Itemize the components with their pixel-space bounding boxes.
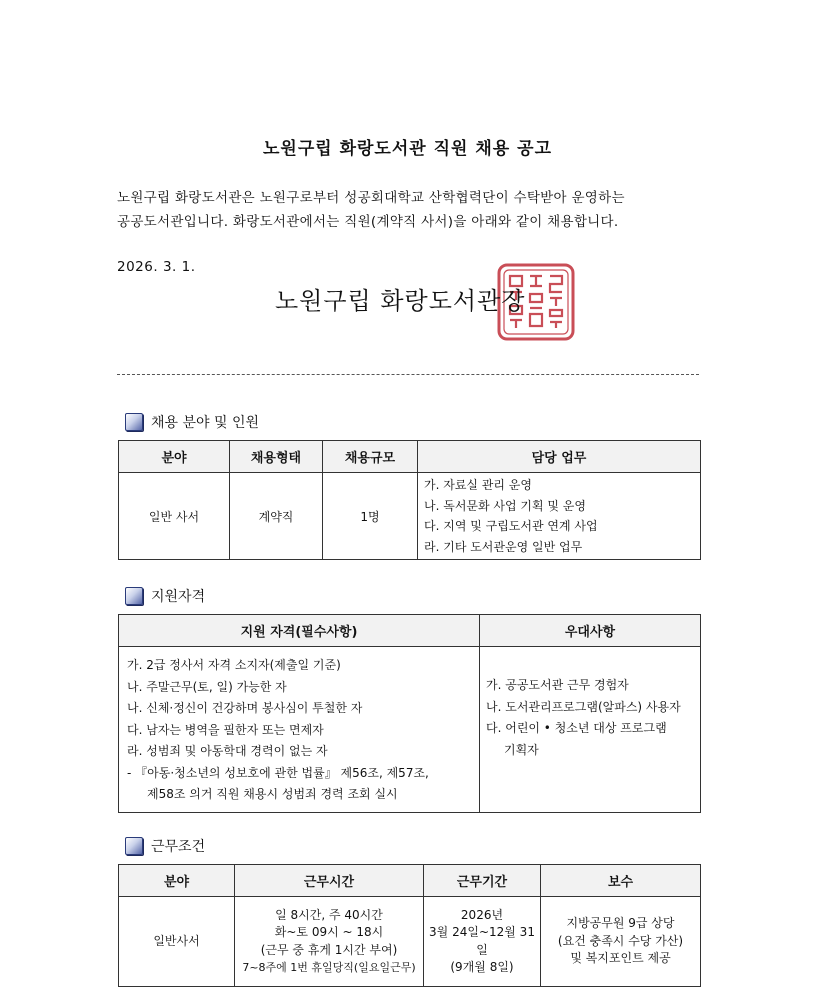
- header-cell: 우대사항: [480, 615, 701, 647]
- period-line: (9개월 8일): [450, 960, 514, 974]
- requirements-cell: [119, 647, 480, 813]
- pay-line: 및 복지포인트 제공: [570, 951, 671, 966]
- section-title: 채용 분야 및 인원: [151, 415, 260, 431]
- signer-name: 노원구립 화랑도서관장: [275, 287, 526, 315]
- requirement-item: 제58조 의거 직원 채용시 성범죄 경력 조회 실시: [147, 787, 398, 801]
- requirement-item: - 『아동·청소년의 성보호에 관한 법률』 제56조, 제57조,: [127, 765, 429, 780]
- duty-item: 다. 지역 및 구립도서관 연계 사업: [424, 519, 598, 533]
- section-bullet-icon: [125, 587, 143, 605]
- header-cell: 근무기간: [424, 865, 541, 897]
- section-bullet-icon: [125, 837, 143, 855]
- table-header-row: [119, 615, 701, 647]
- count-cell: 1명: [323, 473, 418, 560]
- duties-cell: [418, 473, 701, 560]
- hours-line: 화~토 09시 ~ 18시: [274, 925, 384, 939]
- table-row: [119, 473, 701, 560]
- hours-line: (근무 중 휴게 1시간 부여): [260, 942, 398, 957]
- section-title: 지원자격: [151, 589, 206, 605]
- header-cell: 채용규모: [323, 441, 418, 473]
- type-cell: 계약직: [230, 473, 323, 560]
- section-recruit: [125, 412, 259, 432]
- table-row: [119, 647, 701, 813]
- period-cell: [424, 897, 541, 987]
- duty-item: 가. 자료실 관리 운영: [424, 478, 532, 492]
- announcement-date: 2026. 3. 1.: [117, 259, 196, 275]
- qualification-table: [118, 614, 701, 813]
- hours-line: 7~8주에 1번 휴일당직(일요일근무): [242, 961, 416, 974]
- header-cell: 담당 업무: [418, 441, 701, 473]
- conditions-table: [118, 864, 701, 987]
- preference-item: 가. 공공도서관 근무 경험자: [486, 678, 629, 692]
- section-title: 근무조건: [151, 839, 206, 855]
- header-cell: 근무시간: [235, 865, 424, 897]
- period-line: 2026년: [460, 907, 504, 922]
- period-line: 3월 24일~12월 31일: [429, 925, 535, 957]
- page-title: 노원구립 화랑도서관 직원 채용 공고: [262, 139, 552, 159]
- section-qualification: [125, 586, 205, 606]
- intro-paragraph: [117, 186, 717, 234]
- preference-item: 다. 어린이 • 청소년 대상 프로그램: [486, 721, 667, 735]
- field-cell: 일반사서: [119, 897, 235, 987]
- pay-line: (요건 충족시 수당 가산): [557, 933, 684, 948]
- preferences-cell: [480, 647, 701, 813]
- pay-cell: [541, 897, 701, 987]
- requirement-item: 다. 남자는 병역을 필한자 또는 면제자: [127, 722, 324, 737]
- requirement-item: 나. 신체·정신이 건강하며 봉사심이 투철한 자: [127, 701, 363, 715]
- hours-line: 일 8시간, 주 40시간: [275, 907, 383, 922]
- field-cell: 일반 사서: [119, 473, 230, 560]
- pay-line: 지방공무원 9급 상당: [566, 916, 675, 931]
- header-cell: 분야: [119, 865, 235, 897]
- duty-item: 나. 독서문화 사업 기획 및 운영: [424, 498, 586, 513]
- duty-item: 라. 기타 도서관운영 일반 업무: [424, 539, 583, 554]
- header-cell: 지원 자격(필수사항): [119, 615, 480, 647]
- table-header-row: [119, 441, 701, 473]
- requirement-item: 나. 주말근무(토, 일) 가능한 자: [127, 679, 287, 694]
- hours-cell: [235, 897, 424, 987]
- section-conditions: [125, 836, 205, 856]
- section-bullet-icon: [125, 413, 143, 431]
- requirement-item: 라. 성범죄 및 아동학대 경력이 없는 자: [127, 744, 328, 758]
- header-cell: 채용형태: [230, 441, 323, 473]
- dashed-divider: [117, 374, 699, 375]
- requirement-item: 가. 2급 정사서 자격 소지자(제출일 기준): [127, 658, 341, 672]
- preference-item: 기획자: [504, 742, 539, 757]
- header-cell: 분야: [119, 441, 230, 473]
- intro-line: 공공도서관입니다. 화랑도서관에서는 직원(계약직 사서)을 아래와 같이 채용합니다.: [117, 214, 619, 230]
- table-row: [119, 897, 701, 987]
- table-header-row: [119, 865, 701, 897]
- intro-line: 노원구립 화랑도서관은 노원구로부터 성공회대학교 산학협력단이 수탁받아 운영하는: [117, 190, 625, 206]
- header-cell: 보수: [541, 865, 701, 897]
- recruit-table: [118, 440, 701, 560]
- preference-item: 나. 도서관리프로그램(알파스) 사용자: [486, 699, 681, 714]
